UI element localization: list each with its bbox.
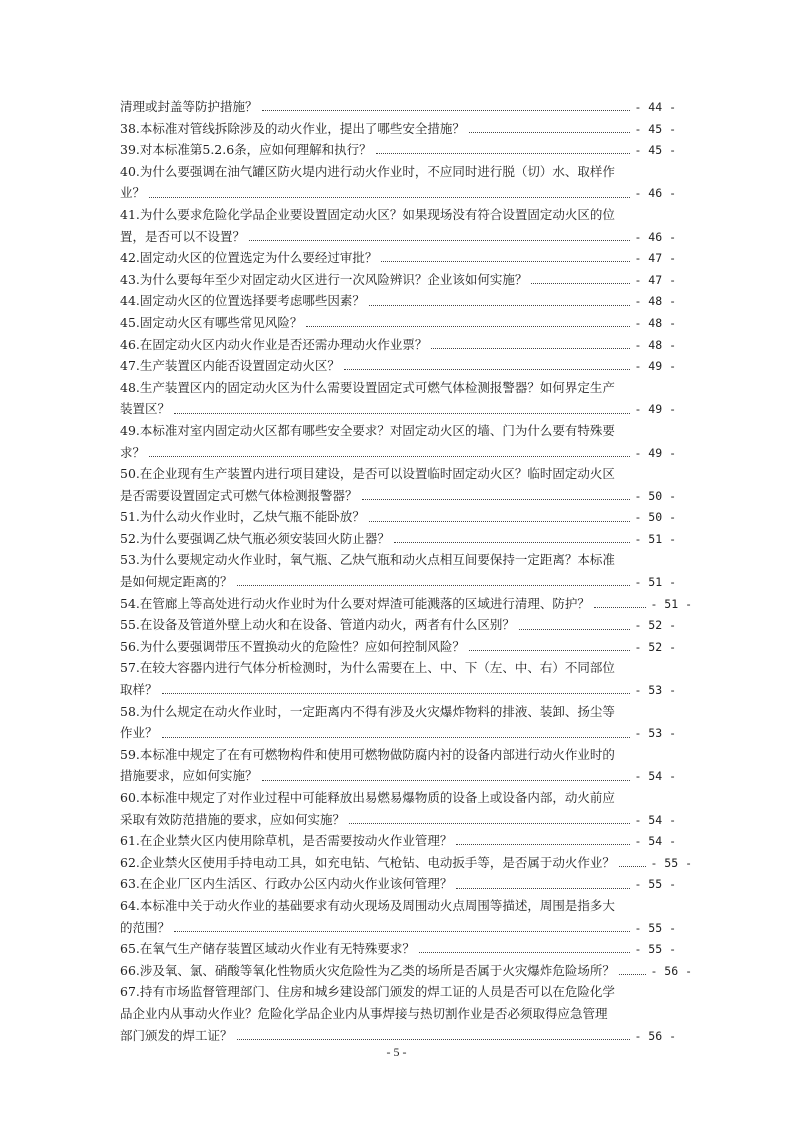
toc-entry bbox=[120, 377, 676, 399]
dot-leader bbox=[162, 693, 631, 694]
toc-entry bbox=[120, 549, 676, 571]
toc-entry-title: 58.为什么规定在动火作业时，一定距离内不得有涉及火灾爆炸物料的排液、装卸、扬尘等 bbox=[120, 703, 615, 719]
toc-entry-page: - 54 - bbox=[634, 812, 676, 827]
toc-entry-page: - 54 - bbox=[634, 834, 676, 849]
toc-entry-page: - 55 - bbox=[634, 920, 676, 935]
toc-entry-page: - 51 - bbox=[634, 575, 676, 590]
toc-entry-title: 54.在管廊上等高处进行动火作业时为什么要对焊渣可能溅落的区域进行清理、防护？ bbox=[120, 595, 590, 611]
dot-leader bbox=[519, 629, 631, 630]
toc-entry bbox=[120, 1025, 676, 1047]
toc-entry bbox=[120, 787, 676, 809]
toc-entry-page: - 53 - bbox=[634, 683, 676, 698]
toc-entry-page: - 46 - bbox=[634, 186, 676, 201]
dot-leader bbox=[237, 1039, 631, 1040]
dot-leader bbox=[262, 780, 631, 781]
toc-entry-title: 45.固定动火区有哪些常见风险？ bbox=[120, 314, 303, 330]
toc-entry-title: 求？ bbox=[120, 444, 146, 460]
toc-entry-page: - 56 - bbox=[634, 1028, 676, 1043]
toc-entry-title: 56.为什么要强调带压不置换动火的危险性？应如何控制风险？ bbox=[120, 638, 465, 654]
toc-entry-title: 53.为什么要规定动火作业时，氧气瓶、乙炔气瓶和动火点相互间要保持一定距离？本标准 bbox=[120, 552, 615, 568]
dot-leader bbox=[174, 413, 630, 414]
toc-entry bbox=[120, 139, 676, 161]
toc-entry bbox=[120, 312, 676, 334]
toc-entry-title: 52.为什么要强调乙炔气瓶必须安装回火防止器？ bbox=[120, 530, 390, 546]
toc-entry-title: 是如何规定距离的？ bbox=[120, 574, 233, 590]
dot-leader bbox=[369, 305, 631, 306]
toc-entry bbox=[120, 852, 692, 874]
dot-leader bbox=[174, 931, 630, 932]
toc-entry bbox=[120, 809, 676, 831]
toc-entry-title: 装置区？ bbox=[120, 401, 171, 417]
dot-leader bbox=[162, 737, 631, 738]
toc-entry bbox=[120, 247, 676, 269]
page-number: - 5 - bbox=[386, 1045, 407, 1059]
toc-entry bbox=[120, 463, 676, 485]
toc-entry bbox=[120, 485, 676, 507]
toc-entry bbox=[120, 765, 676, 787]
toc-entry-title: 的范围？ bbox=[120, 919, 171, 935]
toc-entry-title: 采取有效防范措施的要求，应如何实施？ bbox=[120, 811, 346, 827]
toc-entry bbox=[120, 442, 676, 464]
toc-entry-title: 46.在固定动火区内动火作业是否还需办理动火作业票？ bbox=[120, 336, 428, 352]
toc-entry bbox=[120, 593, 692, 615]
toc-entry-page: - 55 - bbox=[634, 877, 676, 892]
dot-leader bbox=[344, 369, 631, 370]
toc-entry-page: - 45 - bbox=[634, 143, 676, 158]
toc-entry-title: 60.本标准中规定了对作业过程中可能释放出易燃易爆物质的设备上或设备内部，动火前应 bbox=[120, 790, 615, 805]
toc-entry-page: - 56 - bbox=[650, 963, 692, 978]
dot-leader bbox=[531, 283, 630, 284]
dot-leader bbox=[594, 607, 647, 608]
toc-entry-title: 清理或封盖等防护措施？ bbox=[120, 99, 258, 114]
dot-leader bbox=[381, 261, 630, 262]
toc-entry-title: 44.固定动火区的位置选择要考虑哪些因素？ bbox=[120, 293, 365, 309]
toc-entry-title: 43.为什么要每年至少对固定动火区进行一次风险辨识？企业该如何实施？ bbox=[120, 271, 528, 287]
toc-entry bbox=[120, 182, 676, 204]
toc-entry-page: - 49 - bbox=[634, 445, 676, 460]
toc-entry-title: 67.持有市场监督管理部门、住房和城乡建设部门颁发的焊工证的人员是否可以在危险化学 bbox=[120, 984, 615, 1000]
dot-leader bbox=[249, 240, 630, 241]
toc-entry-title: 取样？ bbox=[120, 682, 158, 698]
dot-leader bbox=[431, 348, 630, 349]
dot-leader bbox=[369, 521, 631, 522]
toc-entry bbox=[120, 873, 676, 895]
toc-entry-title: 64.本标准中关于动火作业的基础要求有动火现场及周围动火点周围等描述，周围是指多大 bbox=[120, 897, 615, 913]
toc-entry bbox=[120, 118, 676, 140]
toc-entry bbox=[120, 657, 676, 679]
toc-entry-page: - 48 - bbox=[634, 337, 676, 352]
toc-entry bbox=[120, 528, 676, 550]
toc-entry-page: - 47 - bbox=[634, 272, 676, 287]
dot-leader bbox=[469, 650, 631, 651]
toc-entry bbox=[120, 722, 676, 744]
toc-entry-title: 部门颁发的焊工证？ bbox=[120, 1027, 233, 1043]
dot-leader bbox=[149, 456, 630, 457]
dot-leader bbox=[362, 499, 631, 500]
dot-leader bbox=[469, 132, 631, 133]
toc-entry bbox=[120, 204, 676, 226]
toc-entry-title: 62.企业禁火区使用手持电动工具，如充电钻、气枪钻、电动扳手等，是否属于动火作业？ bbox=[120, 854, 615, 870]
toc-entry bbox=[120, 571, 676, 593]
toc-entry-title: 是否需要设置固定式可燃气体检测报警器？ bbox=[120, 487, 358, 503]
toc-entry-title: 65.在氧气生产储存装置区域动火作业有无特殊要求？ bbox=[120, 941, 415, 957]
toc-entry bbox=[120, 96, 676, 118]
toc-entry bbox=[120, 1003, 676, 1025]
toc-entry-page: - 48 - bbox=[634, 294, 676, 309]
toc-entry-title: 作业？ bbox=[120, 725, 158, 741]
toc-entry-page: - 45 - bbox=[634, 121, 676, 136]
table-of-contents bbox=[120, 96, 692, 1046]
toc-entry bbox=[120, 420, 676, 442]
toc-entry-title: 50.在企业现有生产装置内进行项目建设，是否可以设置临时固定动火区？临时固定动火区 bbox=[120, 466, 615, 482]
toc-entry-title: 措施要求，应如何实施？ bbox=[120, 768, 258, 784]
toc-entry-title: 63.在企业厂区内生活区、行政办公区内动火作业该何管理？ bbox=[120, 876, 453, 892]
toc-entry bbox=[120, 679, 676, 701]
dot-leader bbox=[456, 888, 630, 889]
dot-leader bbox=[237, 585, 631, 586]
dot-leader bbox=[376, 153, 631, 154]
toc-entry bbox=[120, 226, 676, 248]
toc-entry-page: - 49 - bbox=[634, 402, 676, 417]
toc-entry-title: 38.本标准对管线拆除涉及的动火作业，提出了哪些安全措施？ bbox=[120, 120, 465, 136]
dot-leader bbox=[394, 542, 631, 543]
toc-entry bbox=[120, 981, 676, 1003]
dot-leader bbox=[149, 197, 630, 198]
toc-entry-title: 57.在较大容器内进行气体分析检测时，为什么需要在上、中、下（左、中、右）不同部位 bbox=[120, 660, 615, 676]
toc-entry-title: 41.为什么要求危险化学品企业要设置固定动火区？如果现场没有符合设置固定动火区的位 bbox=[120, 206, 615, 222]
dot-leader bbox=[456, 844, 630, 845]
dot-leader bbox=[419, 952, 631, 953]
toc-entry bbox=[120, 290, 676, 312]
toc-entry-title: 59.本标准中规定了在有可燃物构件和使用可燃物做防腐内衬的设备内部进行动火作业时的 bbox=[120, 746, 615, 762]
dot-leader bbox=[349, 823, 630, 824]
toc-entry bbox=[120, 355, 676, 377]
toc-entry bbox=[120, 895, 676, 917]
toc-entry bbox=[120, 334, 676, 356]
toc-entry-title: 品企业内从事动火作业？危险化学品企业内从事焊接与热切割作业是否必须取得应急管理 bbox=[120, 1005, 608, 1021]
toc-entry-page: - 46 - bbox=[634, 229, 676, 244]
dot-leader bbox=[619, 974, 647, 975]
toc-entry-page: - 55 - bbox=[634, 942, 676, 957]
toc-entry-page: - 53 - bbox=[634, 726, 676, 741]
toc-entry-page: - 55 - bbox=[650, 855, 692, 870]
toc-entry bbox=[120, 506, 676, 528]
toc-entry bbox=[120, 701, 676, 723]
toc-entry-title: 66.涉及氧、氯、硝酸等氧化性物质火灾危险性为乙类的场所是否属于火灾爆炸危险场所？ bbox=[120, 962, 615, 978]
toc-entry-title: 40.为什么要强调在油气罐区防火堤内进行动火作业时，不应同时进行脱（切）水、取样作 bbox=[120, 163, 615, 179]
toc-entry bbox=[120, 917, 676, 939]
toc-entry-page: - 51 - bbox=[650, 596, 692, 611]
toc-entry bbox=[120, 830, 676, 852]
toc-entry-title: 51.为什么动火作业时，乙炔气瓶不能卧放？ bbox=[120, 509, 365, 525]
toc-entry-title: 49.本标准对室内固定动火区都有哪些安全要求？对固定动火区的墙、门为什么要有特殊要 bbox=[120, 422, 615, 438]
dot-leader bbox=[262, 110, 631, 111]
toc-entry bbox=[120, 938, 676, 960]
dot-leader bbox=[306, 326, 630, 327]
toc-entry bbox=[120, 398, 676, 420]
toc-entry-page: - 52 - bbox=[634, 639, 676, 654]
toc-entry-title: 39.对本标准第5.2.6条，应如何理解和执行？ bbox=[120, 142, 372, 158]
toc-entry-page: - 47 - bbox=[634, 251, 676, 266]
toc-entry-title: 55.在设备及管道外壁上动火和在设备、管道内动火，两者有什么区别？ bbox=[120, 617, 515, 633]
toc-entry bbox=[120, 161, 676, 183]
toc-entry-page: - 48 - bbox=[634, 315, 676, 330]
toc-entry-page: - 54 - bbox=[634, 769, 676, 784]
toc-entry-title: 47.生产装置区内能否设置固定动火区？ bbox=[120, 358, 340, 374]
toc-entry-title: 48.生产装置区内的固定动火区为什么需要设置固定式可燃气体检测报警器？如何界定生产 bbox=[120, 379, 615, 395]
toc-entry-page: - 51 - bbox=[634, 531, 676, 546]
toc-entry bbox=[120, 960, 692, 982]
toc-entry-page: - 52 - bbox=[634, 618, 676, 633]
toc-entry bbox=[120, 744, 676, 766]
dot-leader bbox=[619, 866, 647, 867]
toc-entry-page: - 50 - bbox=[634, 488, 676, 503]
toc-entry-page: - 49 - bbox=[634, 359, 676, 374]
toc-entry bbox=[120, 269, 676, 291]
toc-entry-page: - 44 - bbox=[634, 100, 676, 114]
toc-entry-title: 61.在企业禁火区内使用除草机，是否需要按动火作业管理？ bbox=[120, 833, 453, 849]
toc-entry-title: 业？ bbox=[120, 185, 146, 201]
toc-entry-title: 42.固定动火区的位置选定为什么要经过审批？ bbox=[120, 250, 378, 266]
toc-entry bbox=[120, 636, 676, 658]
toc-entry-title: 置，是否可以不设置？ bbox=[120, 228, 246, 244]
toc-entry bbox=[120, 614, 676, 636]
toc-entry-page: - 50 - bbox=[634, 510, 676, 525]
